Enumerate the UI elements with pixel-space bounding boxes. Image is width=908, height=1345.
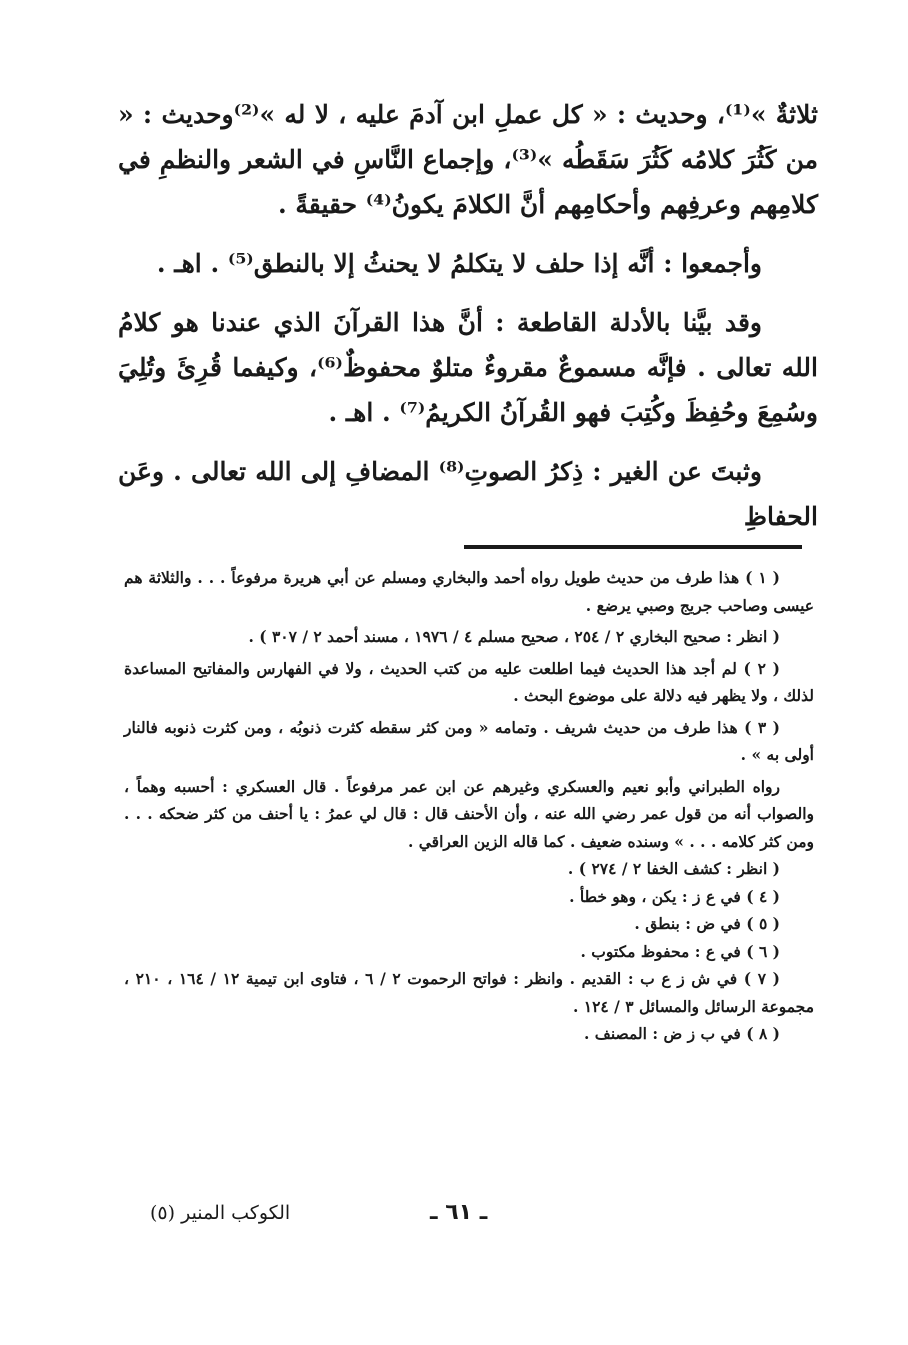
page-number: ـ ٦١ ـ xyxy=(430,1200,488,1225)
main-paragraph: وثبتَ عن الغير : ذِكرُ الصوتِ⁽⁸⁾ المضافِ إلى الله تعالى . وعَن الحفاظِ xyxy=(118,457,818,531)
footnote: ( ٥ ) في ض : بنطق . xyxy=(634,914,780,933)
footnote: ( ٨ ) في ب ز ض : المصنف . xyxy=(584,1024,780,1043)
footnote: ( انظر : كشف الخفا ٢ / ٢٧٤ ) . xyxy=(567,859,780,878)
footnote: ( ١ ) هذا طرف من حديث طويل رواه أحمد والبخاري ومسلم عن أبي هريرة مرفوعاً . . . والثلاثة هم عيسى وصاحب جريج وصبي يرضع . xyxy=(124,568,814,615)
page-footer xyxy=(0,1200,908,1240)
footnote: رواه الطبراني وأبو نعيم والعسكري وغيرهم عن ابن عمر مرفوعاً . قال العسكري : أحسبه وهماً ، والصواب أنه من قول عمر رضي الله عنه ، وأن الأحنف قال : قال لي عمرُ : يا أحنف من كثر ضحكه . . . ومن كثر كلامه . . . » وسنده ضعيف . كما قاله الزين العراقي . xyxy=(124,776,814,851)
footnote-divider xyxy=(464,545,802,549)
footnote: ( ٦ ) في ع : محفوظ مكتوب . xyxy=(580,941,780,961)
main-paragraph: وقد بيَّنا بالأدلة القاطعة : أنَّ هذا القرآنَ الذي عندنا هو كلامُ الله تعالى . فإنَّه مسموعٌ مقروءٌ متلوٌ محفوظٌ⁽⁶⁾، وكيفما قُرِئَ وتُلِيَ وسُمِعَ وحُفِظَ وكُتِبَ فهو القُرآنُ الكريمُ⁽⁷⁾ . اهـ . xyxy=(118,308,818,427)
main-paragraph: وأجمعوا : أنَّه إذا حلف لا يتكلمُ لا يحنثُ إلا بالنطق⁽⁵⁾ . اهـ . xyxy=(156,249,762,278)
book-title: الكوكب المنير (٥) xyxy=(150,1202,291,1224)
footnote: ( ٢ ) لم أجد هذا الحديث فيما اطلعت عليه من كتب الحديث ، ولا في الفهارس والمفاتيح المساعدة لذلك ، ولا يظهر فيه دلالة على موضوع البحث . xyxy=(124,658,814,705)
footnote: ( ٤ ) في ع ز : يكن ، وهو خطأ . xyxy=(569,886,780,906)
footnote: ( انظر : صحيح البخاري ٢ / ٢٥٤ ، صحيح مسلم ٤ / ١٩٧٦ ، مسند أحمد ٢ / ٣٠٧ ) . xyxy=(248,627,780,646)
footnote: ( ٧ ) في ش ز ع ب : القديم . وانظر : فواتح الرحموت ٢ / ٦ ، فتاوى ابن تيمية ١٢ / ١٦٤ ، ٢١٠ ، مجموعة الرسائل والمسائل ٣ / ١٢٤ . xyxy=(124,969,814,1016)
main-text-body xyxy=(118,92,818,539)
footnote: ( ٣ ) هذا طرف من حديث شريف . وتمامه « ومن كثر سقطه كثرت ذنوبُه ، ومن كثرت ذنوبه فالنار أولى به » . xyxy=(124,717,814,764)
footnotes-section xyxy=(124,564,814,1048)
main-paragraph: ثلاثةٌ »⁽¹⁾، وحديث : « كل عملِ ابن آدمَ عليه ، لا له »⁽²⁾وحديث : « من كَثُرَ كلامُه كَثُرَ سَقَطُه »⁽³⁾، وإجماع النَّاسِ في الشعر والنظمِ في كلامِهم وعرفِهم وأحكامِهم أنَّ الكلامَ يكونُ⁽⁴⁾ حقيقةً . xyxy=(118,100,819,219)
